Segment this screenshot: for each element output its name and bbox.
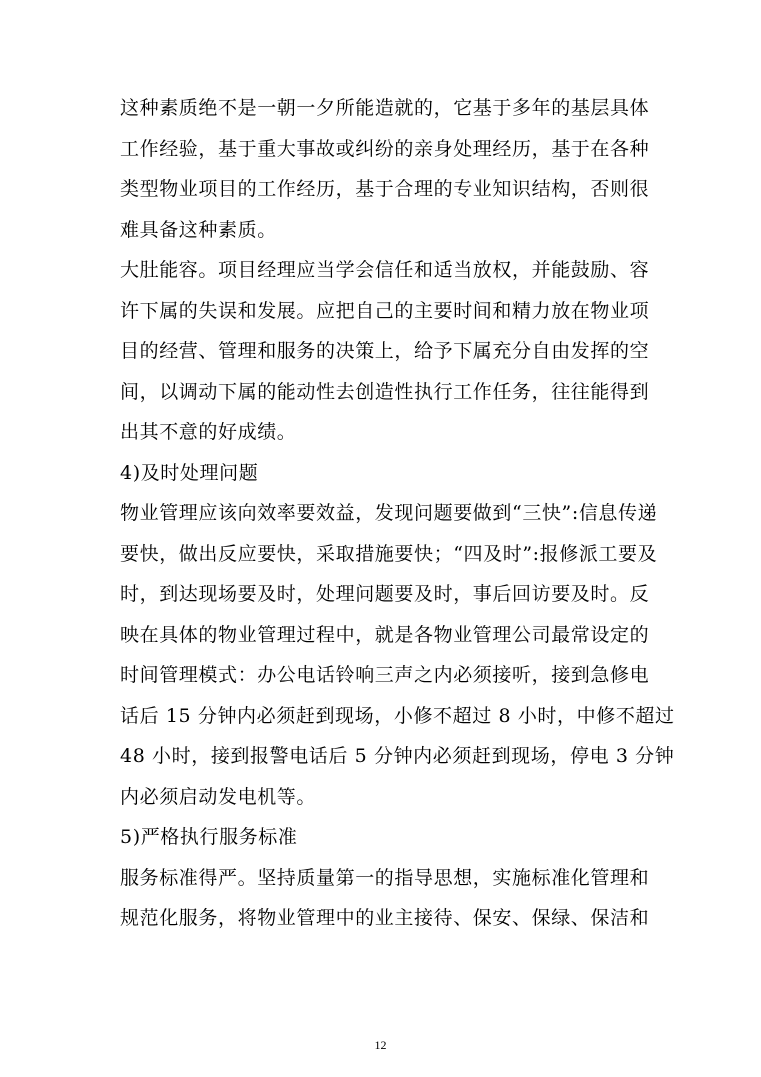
text-line: 出其不意的好成绩。 — [120, 421, 297, 443]
text-line: 话后 15 分钟内必须赶到现场，小修不超过 8 小时，中修不超过 — [120, 704, 675, 727]
text-line: 这种素质绝不是一朝一夕所能造就的，它基于多年的基层具体 — [120, 97, 650, 119]
text-line: 规范化服务，将物业管理中的业主接待、保安、保绿、保洁和 — [120, 907, 650, 929]
text-line: 目的经营、管理和服务的决策上，给予下属充分自由发挥的空 — [120, 340, 650, 362]
text-line: 内必须启动发电机等。 — [120, 785, 317, 808]
text-line: 映在具体的物业管理过程中，就是各物业管理公司最常设定的 — [120, 623, 650, 646]
text-line: 许下属的失误和发展。应把自己的主要时间和精力放在物业项 — [120, 299, 650, 322]
text-line: 物业管理应该向效率要效益，发现问题要做到“三快”:信息传递 — [120, 502, 658, 524]
text-line: 要快，做出反应要快，采取措施要快；“四及时”:报修派工要及 — [120, 542, 658, 565]
section-heading: 5)严格执行服务标准 — [120, 826, 298, 848]
text-line: 时，到达现场要及时，处理问题要及时，事后回访要及时。反 — [120, 583, 650, 605]
text-line: 服务标准得严。坚持质量第一的指导思想，实施标准化管理和 — [120, 866, 650, 889]
text-line: 48 小时，接到报警电话后 5 分钟内必须赶到现场，停电 3 分钟 — [120, 745, 675, 767]
text-line: 间，以调动下属的能动性去创造性执行工作任务，往往能得到 — [120, 380, 650, 403]
text-line: 难具备这种素质。 — [120, 218, 277, 241]
text-line: 工作经验，基于重大事故或纠纷的亲身处理经历，基于在各种 — [120, 137, 650, 160]
page-number: 12 — [374, 1038, 387, 1052]
text-line: 时间管理模式：办公电话铃响三声之内必须接听，接到急修电 — [120, 664, 650, 686]
text-line: 大肚能容。项目经理应当学会信任和适当放权，并能鼓励、容 — [120, 259, 650, 281]
text-line: 类型物业项目的工作经历，基于合理的专业知识结构，否则很 — [120, 178, 650, 200]
section-heading: 4)及时处理问题 — [120, 461, 259, 484]
body-text — [120, 88, 675, 939]
